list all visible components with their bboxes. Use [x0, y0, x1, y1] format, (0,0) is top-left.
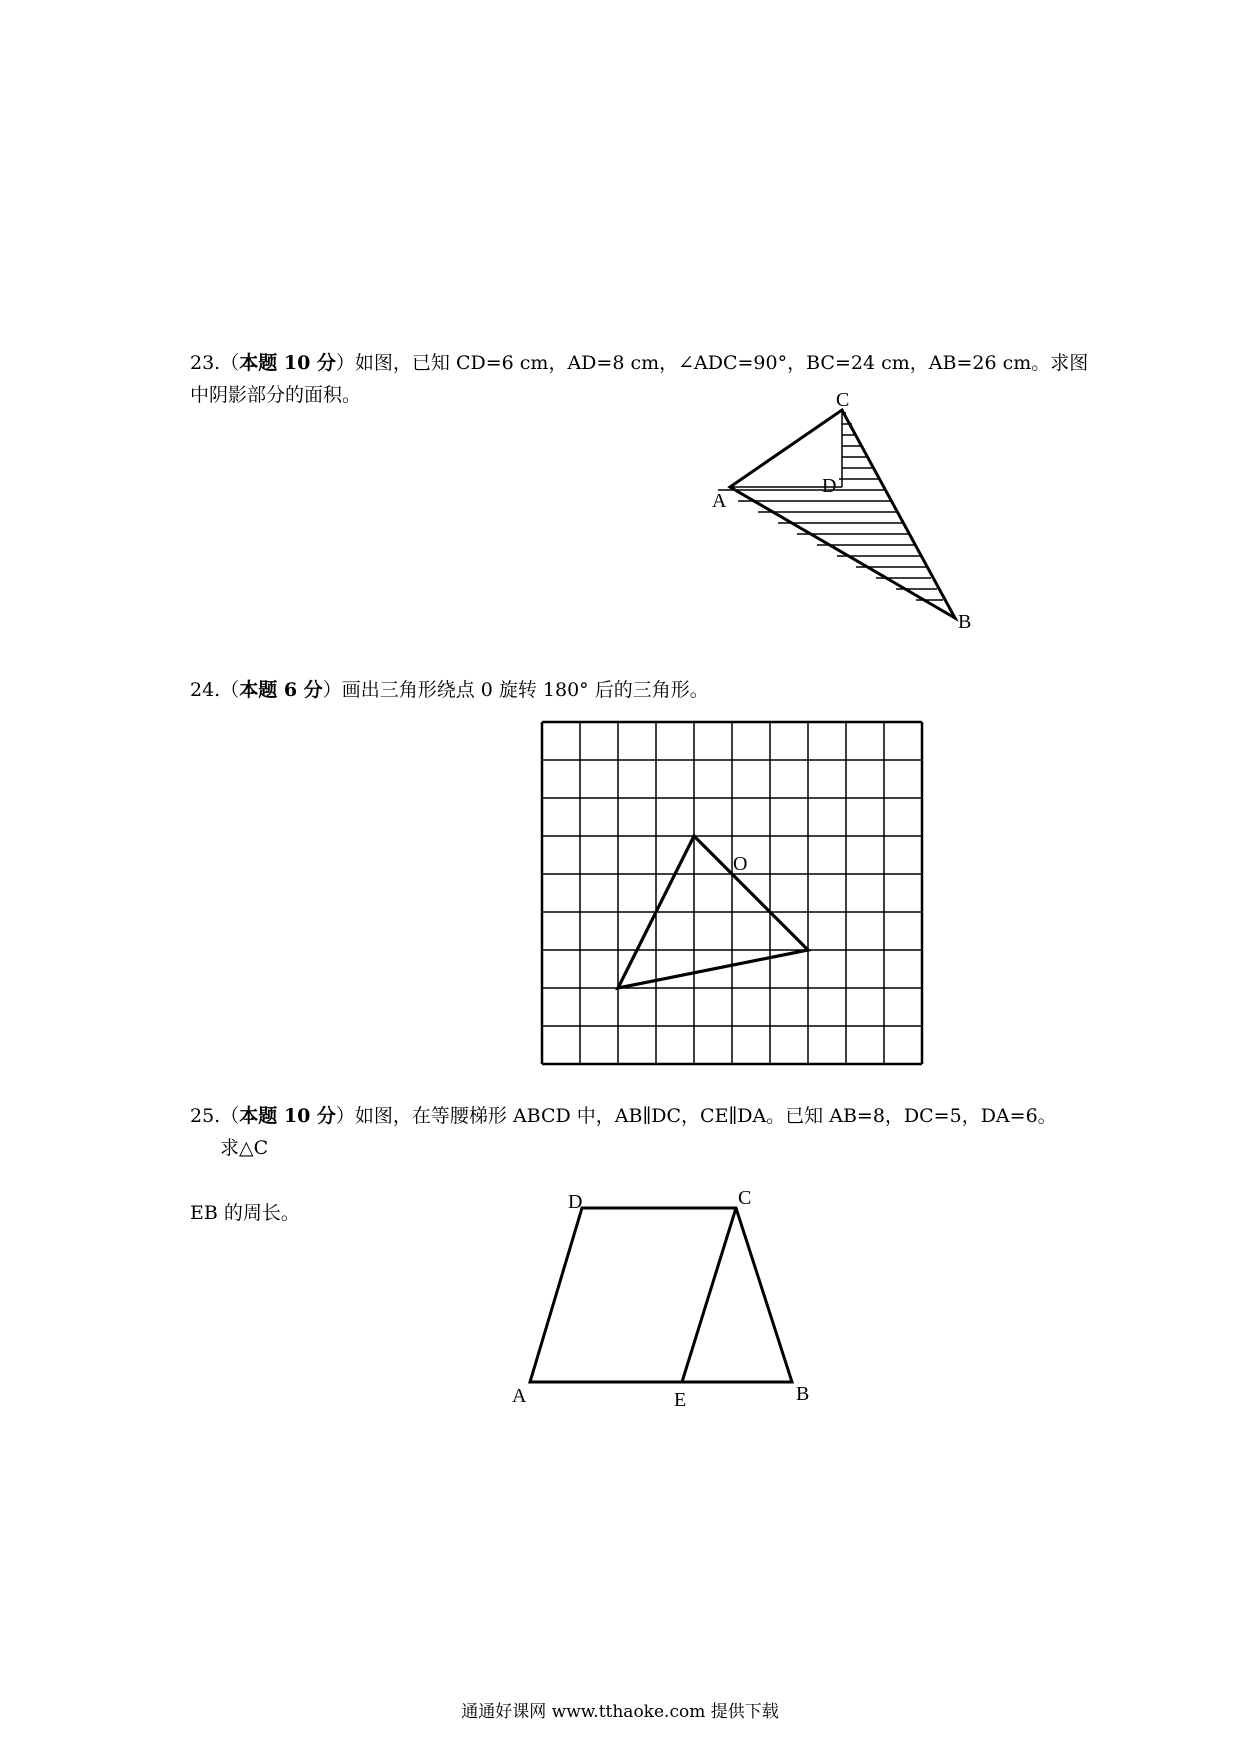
- q23-number: 23.: [190, 352, 221, 374]
- q23-text: 如图，已知 CD=6 cm，AD=8 cm，∠ADC=90°，BC=24 cm，AB=26 cm。求图: [354, 352, 1089, 374]
- q25-segment-ce: [682, 1208, 736, 1382]
- q23-line1: [190, 352, 1088, 375]
- q23-hatching: [718, 413, 943, 600]
- q25-points: 本题 10 分: [239, 1105, 336, 1127]
- q23-label-a: A: [712, 490, 727, 512]
- q24-number: 24.: [190, 679, 221, 701]
- q25-line2: 求△C: [220, 1137, 269, 1159]
- q25-figure: [500, 1187, 830, 1420]
- q23-tag-open: （: [220, 352, 240, 374]
- q23-tag-close: ）: [335, 352, 355, 374]
- q25-tag-open: （: [220, 1105, 240, 1127]
- q24-line1: [190, 679, 709, 702]
- q25-line1: [190, 1105, 1057, 1128]
- q23-line2: 中阴影部分的面积。: [190, 384, 362, 406]
- q25-text: 如图，在等腰梯形 ABCD 中，AB∥DC，CE∥DA。已知 AB=8，DC=5，DA=6。: [354, 1105, 1057, 1127]
- q25-trapezoid-abcd: [530, 1208, 792, 1382]
- q25-label-a: A: [512, 1385, 527, 1407]
- q25-label-d: D: [568, 1191, 583, 1213]
- q25-tag-close: ）: [335, 1105, 355, 1127]
- q23-label-c: C: [836, 389, 850, 411]
- q23-label-d: D: [822, 475, 837, 497]
- q23-label-b: B: [958, 611, 972, 633]
- q25-label-b: B: [796, 1383, 810, 1405]
- q23-figure: [700, 389, 1020, 633]
- q24-tag-open: （: [220, 679, 240, 701]
- q24-label-o: O: [733, 853, 748, 875]
- q25-label-c: C: [738, 1187, 752, 1209]
- q24-tag-close: ）: [322, 679, 342, 701]
- page-footer: 通通好课网 www.tthaoke.com 提供下载: [461, 1702, 779, 1722]
- q24-points: 本题 6 分: [239, 679, 323, 701]
- q24-grid-figure: [540, 720, 930, 1065]
- q23-points: 本题 10 分: [239, 352, 336, 374]
- q24-grid: [542, 722, 922, 1064]
- q25-number: 25.: [190, 1105, 221, 1127]
- q25-line3: EB 的周长。: [190, 1202, 300, 1224]
- q25-label-e: E: [674, 1389, 687, 1411]
- q24-text: 画出三角形绕点 0 旋转 180° 后的三角形。: [341, 679, 709, 701]
